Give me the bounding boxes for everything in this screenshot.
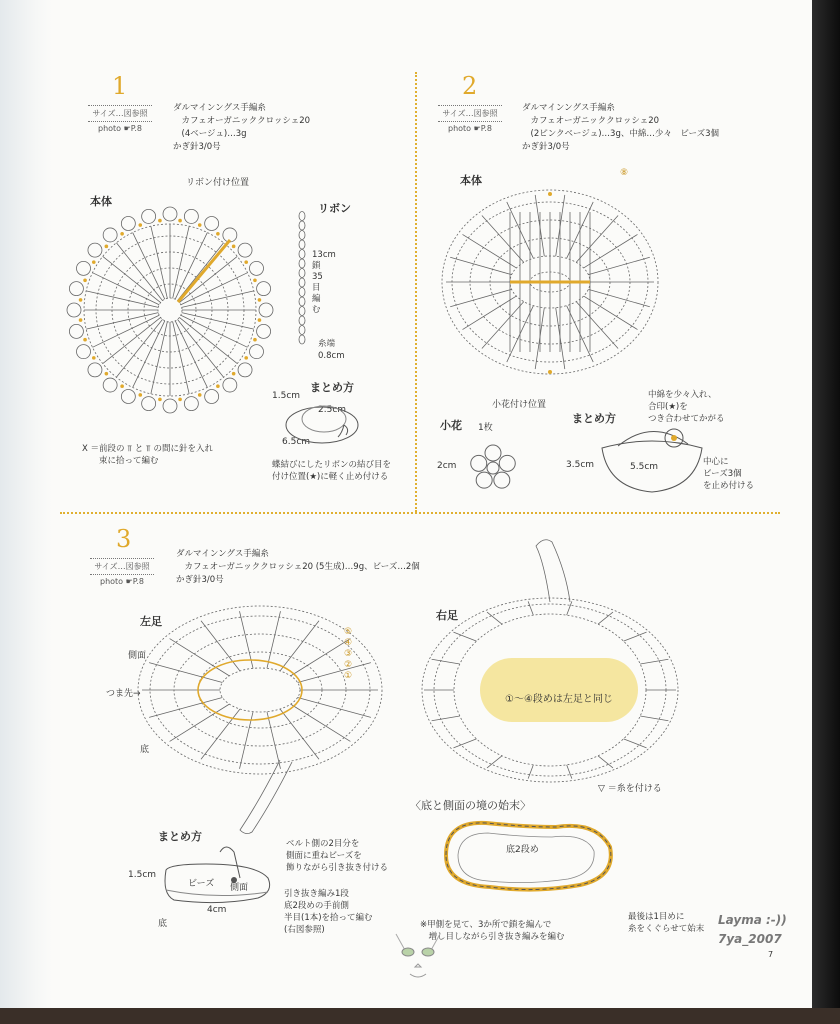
beads-label: ビーズ xyxy=(188,879,215,889)
round-markers-left: ⑤ ④ ③ ② ① xyxy=(344,627,353,681)
page-spine-shadow xyxy=(0,0,52,1008)
right-foot-label: 右足 xyxy=(436,609,458,622)
photo-ref: photo ☛P.8 xyxy=(448,124,492,133)
photo-ref: photo ☛P.8 xyxy=(98,124,142,133)
dim-2-5cm: 2.5cm xyxy=(318,405,347,415)
stuffing-note: 中綿を少々入れ、 合印(★)を つき合わせてかがる xyxy=(648,390,725,424)
dim-1-5cm: 1.5cm xyxy=(272,391,301,401)
edge-finish-title: 〈底と側面の境の始末〉 xyxy=(410,799,531,812)
assembly-label-2: まとめ方 xyxy=(572,412,616,425)
materials-3: ダルマインングス手編糸 カフェオーガニッククロッシェ20 (5生成)…9g、ビーズ…2個 かぎ針3/0号 xyxy=(176,549,420,585)
size-text: サイズ…図参照 xyxy=(442,109,498,118)
dim-1-5cm-shoe: 1.5cm xyxy=(128,870,157,880)
size-text: サイズ…図参照 xyxy=(92,109,148,118)
ribbon-position-label: リボン付け位置 xyxy=(186,178,250,188)
assembly-label-3: まとめ方 xyxy=(158,830,202,843)
shoe-illustration xyxy=(160,840,276,910)
size-box-1 xyxy=(88,103,152,133)
book-edge-right xyxy=(812,0,840,1024)
flower-position-label: 小花付け位置 xyxy=(492,400,547,410)
left-foot-chart xyxy=(150,610,410,830)
size-text: サイズ…図参照 xyxy=(94,562,150,571)
cat-watermark xyxy=(388,930,448,990)
belt-note: ベルト側の2目分を 側面に重ねビーズを 飾りながら引き抜き付ける xyxy=(286,839,389,873)
dim-4cm: 4cm xyxy=(207,905,227,915)
size-box-2 xyxy=(438,103,502,133)
edge-note-1: ※甲側を見て、3か所で鎖を編んで 増し目しながら引き抜き編みを編む xyxy=(420,920,565,942)
stitch-legend: X ＝前段の ⫪ と ⫪ の間に針を入れ 束に拾って編む xyxy=(82,444,213,466)
assembly-illustration-2 xyxy=(598,418,706,498)
materials-1: ダルマインングス手編糸 カフェオーガニッククロッシェ20 (4ベージュ)…3g かぎ針3/0号 xyxy=(173,103,311,152)
signature-line-1: Layma :-)) xyxy=(718,913,787,927)
page-number: 7 xyxy=(768,950,774,959)
dim-3-5cm: 3.5cm xyxy=(566,460,595,470)
slip-stitch-note: 引き抜き編み1段 底2段めの手前側 半目(1本)を拾って編む (右図参照) xyxy=(284,889,373,935)
flower-label: 小花 xyxy=(440,419,462,432)
round-2-label: 底2段め xyxy=(506,845,539,855)
bow-note: 蝶結びにしたリボンの結び目を 付け位置(★)に軽く止め付ける xyxy=(272,460,392,482)
yarn-attach-note: ▽ ＝糸を付ける xyxy=(598,784,662,794)
oval-chart-2 xyxy=(440,172,660,392)
ribbon-chain-diagram xyxy=(292,210,312,350)
flower-dim: 2cm xyxy=(437,461,457,471)
round-marker-8: ⑧ xyxy=(620,168,629,178)
side-label: 側面 xyxy=(128,651,147,661)
chain-note: 13cm 鎖 35 目 編 む xyxy=(312,250,336,315)
book-edge-bottom xyxy=(0,1008,840,1024)
section-divider-vertical xyxy=(415,72,417,512)
edge-note-2: 最後は1目めに 糸をくぐらせて始末 xyxy=(628,912,705,934)
pattern-number-2: 2 xyxy=(462,72,478,100)
body-label-2: 本体 xyxy=(460,174,482,187)
ribbon-label: リボン xyxy=(318,202,351,215)
assembly-illustration-1 xyxy=(282,395,362,455)
toe-label: つま先→ xyxy=(106,689,141,699)
right-foot-chart xyxy=(420,540,690,790)
same-as-left-note: ①～④段めは左足と同じ xyxy=(505,694,613,705)
edge-finish-diagram xyxy=(436,815,621,905)
side-label-2: 側面 xyxy=(230,883,249,893)
left-foot-label: 左足 xyxy=(140,615,162,628)
size-box-3 xyxy=(90,556,154,586)
sole-label-2: 底 xyxy=(158,919,168,929)
dim-5-5cm: 5.5cm xyxy=(630,462,659,472)
materials-2: ダルマインングス手編糸 カフェオーガニッククロッシェ20 (2ピンクベージュ)…3g、中綿…少々 ビーズ3個 かぎ針3/0号 xyxy=(522,103,719,152)
circle-chart-1 xyxy=(68,200,278,420)
photo-ref: photo ☛P.8 xyxy=(100,577,144,586)
tail-note: 糸端 0.8cm xyxy=(318,339,345,361)
signature-line-2: 7ya_2007 xyxy=(718,932,782,946)
flower-count: 1枚 xyxy=(478,423,493,433)
pattern-number-1: 1 xyxy=(112,72,128,100)
section-divider-horizontal xyxy=(60,512,780,514)
body-label-1: 本体 xyxy=(90,195,112,208)
assembly-label-1: まとめ方 xyxy=(310,381,354,394)
sole-label: 底 xyxy=(140,745,150,755)
dim-6-5cm: 6.5cm xyxy=(282,437,311,447)
flower-diagram xyxy=(466,440,520,496)
beads-note: 中心に ビーズ3個 を止め付ける xyxy=(703,457,755,491)
pattern-number-3: 3 xyxy=(116,525,132,553)
